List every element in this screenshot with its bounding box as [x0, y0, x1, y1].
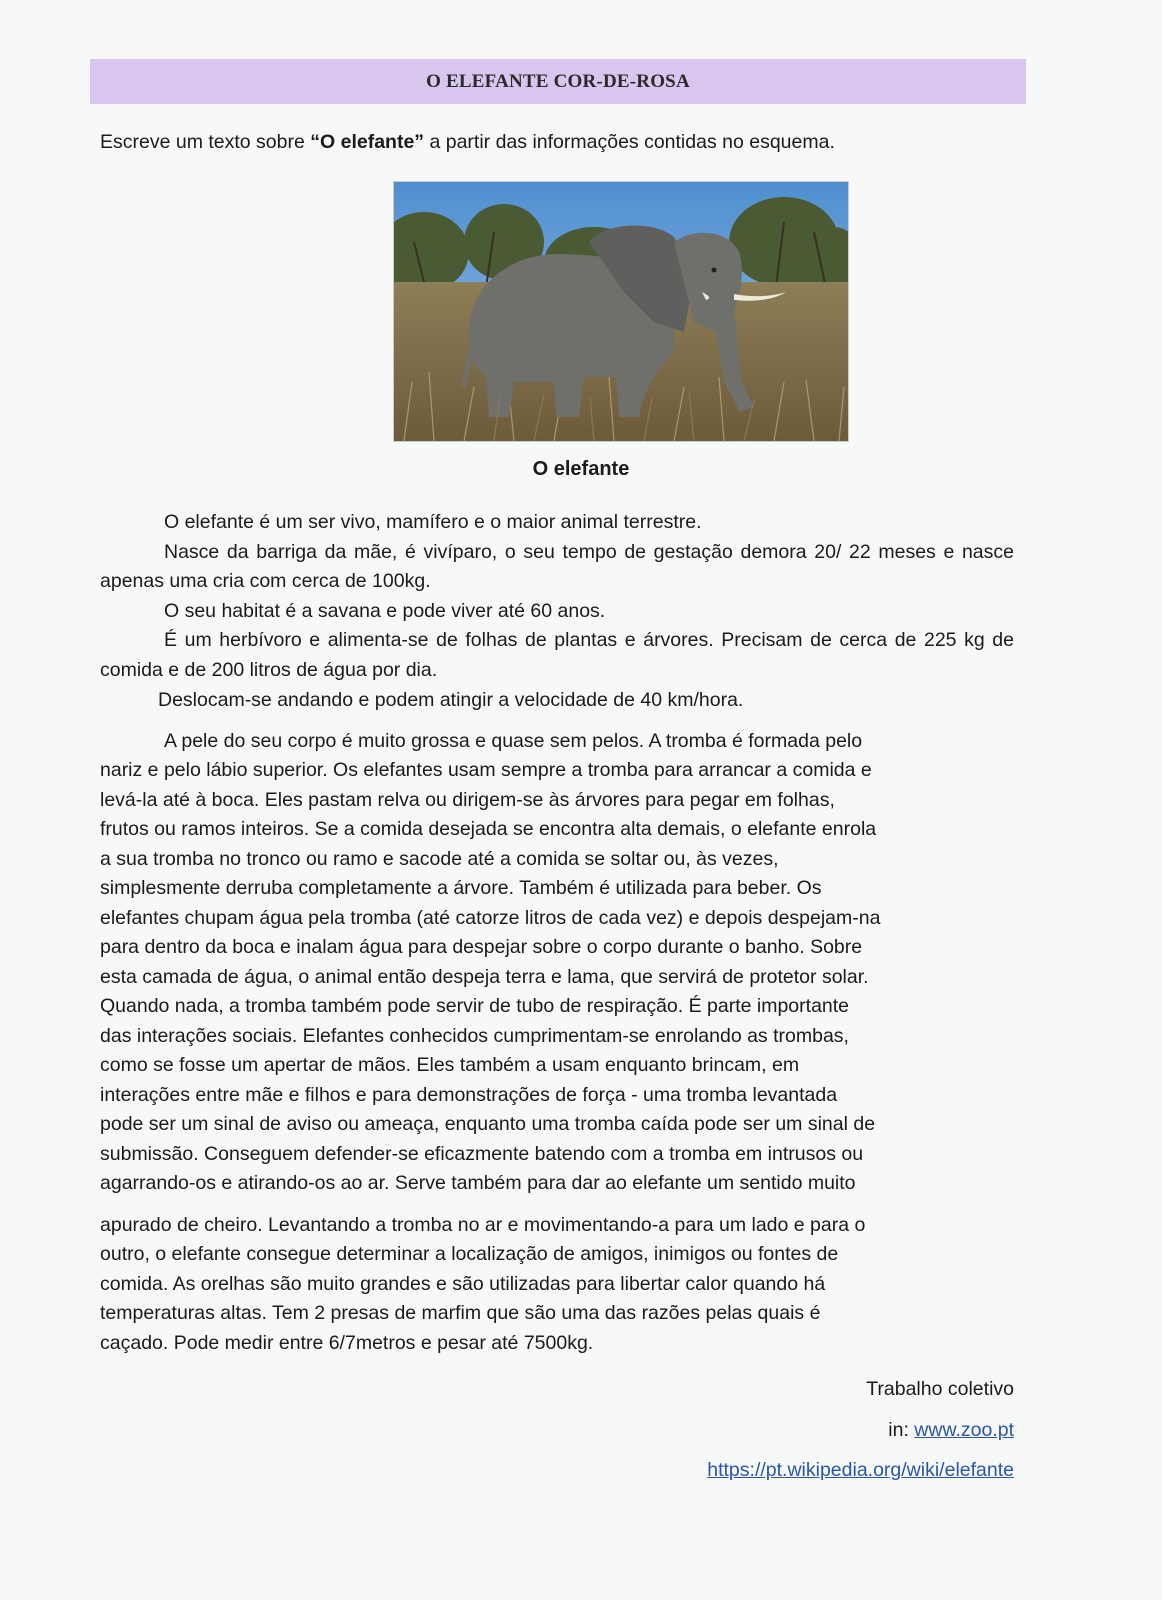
elephant-illustration: [394, 182, 848, 441]
intro-paragraphs: [100, 508, 1014, 715]
body-line: outro, o elefante consegue determinar a localização de amigos, inimigos ou fontes de: [100, 1243, 839, 1265]
instruction-text: [100, 131, 835, 154]
source-line-1: [888, 1419, 1014, 1442]
image-caption: O elefante: [532, 458, 630, 480]
source-link-zoo[interactable]: www.zoo.pt: [914, 1419, 1014, 1441]
intro-paragraph: O seu habitat é a savana e pode viver até 60 anos.: [164, 599, 606, 622]
title-banner: [90, 59, 1026, 104]
source-link-wikipedia[interactable]: https://pt.wikipedia.org/wiki/elefante: [707, 1459, 1014, 1481]
body-line: frutos ou ramos inteiros. Se a comida desejada se encontra alta demais, o elefante enrola: [100, 818, 877, 840]
body-line: elefantes chupam água pela tromba (até catorze litros de cada vez) e depois despejam-na: [100, 907, 881, 929]
body-line: submissão. Conseguem defender-se eficazmente batendo com a tromba em intrusos ou: [100, 1143, 864, 1165]
body-line: agarrando-os e atirando-os ao ar. Serve também para dar ao elefante um sentido muito: [100, 1172, 856, 1194]
source-line-2: [707, 1459, 1014, 1482]
instruction-suffix: a partir das informações contidas no esquema.: [424, 131, 835, 153]
body-line: temperaturas altas. Tem 2 presas de marfim que são uma das razões pelas quais é: [100, 1302, 821, 1324]
page-title: O ELEFANTE COR-DE-ROSA: [426, 71, 690, 92]
body-line: Quando nada, a tromba também pode servir de tubo de respiração. É parte importante: [100, 995, 850, 1017]
intro-paragraph: Deslocam-se andando e podem atingir a velocidade de 40 km/hora.: [158, 688, 744, 711]
intro-paragraph: Nasce da barriga da mãe, é vivíparo, o seu tempo de gestação demora 20/ 22 meses e nasce apenas uma cria com cerca de 100kg.: [100, 540, 1014, 593]
elephant-photo: [393, 181, 849, 442]
body-line: para dentro da boca e inalam água para despejar sobre o corpo durante o banho. Sobre: [100, 936, 863, 958]
intro-paragraph: É um herbívoro e alimenta-se de folhas de plantas e árvores. Precisam de cerca de 225 kg de comida e de 200 litros de água por dia.: [100, 629, 1014, 681]
author-credit: Trabalho coletivo: [866, 1378, 1014, 1400]
body-line: das interações sociais. Elefantes conhecidos cumprimentam-se enrolando as trombas,: [100, 1025, 849, 1047]
body-line: interações entre mãe e filhos e para demonstrações de força - uma tromba levantada: [100, 1084, 838, 1106]
body-line: apurado de cheiro. Levantando a tromba no ar e movimentando-a para um lado e para o: [100, 1214, 866, 1236]
source-prefix: in:: [888, 1419, 915, 1441]
body-line: esta camada de água, o animal então despeja terra e lama, que servirá de protetor solar.: [100, 966, 869, 988]
body-line: levá-la até à boca. Eles pastam relva ou dirigem-se às árvores para pegar em folhas,: [100, 789, 835, 811]
instruction-bold: “O elefante”: [310, 131, 425, 153]
body-line: nariz e pelo lábio superior. Os elefantes usam sempre a tromba para arrancar a comida e: [100, 759, 872, 781]
body-line: como se fosse um apertar de mãos. Eles também a usam enquanto brincam, em: [100, 1054, 800, 1076]
instruction-prefix: Escreve um texto sobre: [100, 131, 311, 153]
body-line: caçado. Pode medir entre 6/7metros e pesar até 7500kg.: [100, 1332, 594, 1354]
intro-paragraph: O elefante é um ser vivo, mamífero e o maior animal terrestre.: [164, 511, 702, 533]
body-line: A pele do seu corpo é muito grossa e quase sem pelos. A tromba é formada pelo: [164, 730, 863, 752]
body-line: a sua tromba no tronco ou ramo e sacode até a comida se soltar ou, às vezes,: [100, 848, 779, 870]
body-line: pode ser um sinal de aviso ou ameaça, enquanto uma tromba caída pode ser um sinal de: [100, 1113, 876, 1135]
body-line: comida. As orelhas são muito grandes e são utilizadas para libertar calor quando há: [100, 1273, 826, 1295]
body-line: simplesmente derruba completamente a árvore. Também é utilizada para beber. Os: [100, 877, 822, 899]
